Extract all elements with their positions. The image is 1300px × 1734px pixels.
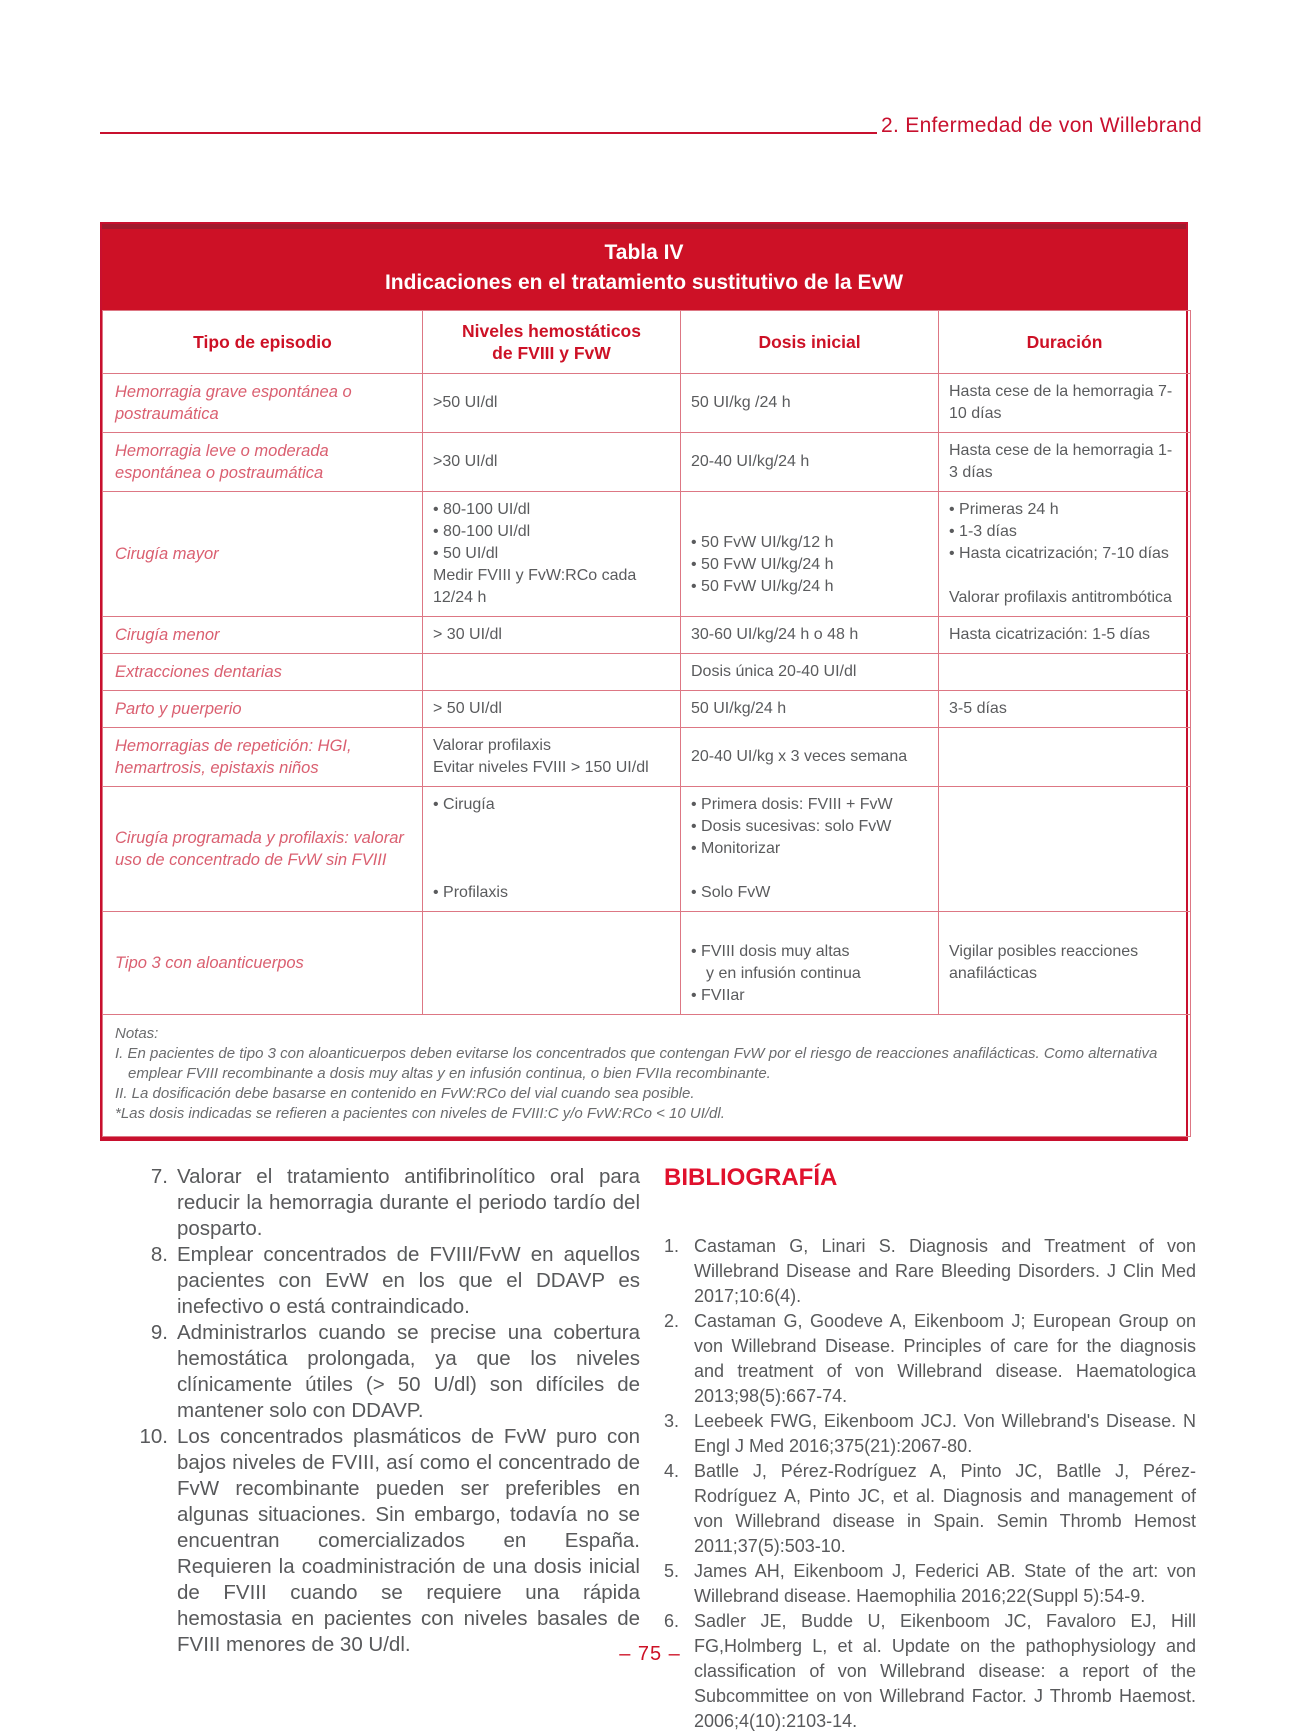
reference-number: 6.: [664, 1611, 680, 1631]
spacer: [691, 510, 928, 532]
episode-cell: Hemorragia grave espontánea o postraumática: [103, 374, 423, 433]
duracion-cell: [939, 787, 1191, 912]
dosis-cell: [681, 728, 939, 787]
recommendation-item: [134, 1424, 640, 1658]
bibliography-item: [664, 1559, 1196, 1609]
episode-cell: Parto y puerperio: [103, 691, 423, 728]
spacer: [949, 565, 1180, 587]
niveles-cell: [423, 654, 681, 691]
table-row: [103, 374, 1191, 433]
note-line: II. La dosificación debe basarse en contenido en FvW:RCo del vial cuando sea posible.: [115, 1085, 695, 1102]
item-text: Administrarlos cuando se precise una cobertura hemostática prolongada, ya que los niveles clínicamente útiles (> 50 U/dl) son difíciles de mantener solo con DDAVP.: [177, 1321, 640, 1422]
cell-line: Evitar niveles FVIII > 150 UI/dl: [433, 759, 649, 776]
bibliography-item: [664, 1309, 1196, 1409]
indications-table: [102, 310, 1191, 1137]
page-footer: [100, 1643, 1200, 1666]
dosis-cell: [681, 691, 939, 728]
column-header: [939, 311, 1191, 374]
cell-line: • Profilaxis: [433, 882, 670, 904]
episode-cell: Cirugía programada y profilaxis: valorar uso de concentrado de FvW sin FVIII: [103, 787, 423, 912]
duracion-cell: [939, 912, 1191, 1015]
cell-line: 20-40 UI/kg x 3 veces semana: [691, 748, 908, 765]
dosis-cell: [681, 787, 939, 912]
cell-line: Hasta cese de la hemorragia 7-10 días: [949, 383, 1173, 422]
table-title-line1: Tabla IV: [604, 241, 684, 264]
cell-line: >50 UI/dl: [433, 394, 498, 411]
cell-line: Hasta cicatrización: 1-5 días: [949, 626, 1150, 643]
episode-cell: Hemorragia leve o moderada espontánea o postraumática: [103, 433, 423, 492]
table-row: [103, 691, 1191, 728]
reference-number: 2.: [664, 1311, 680, 1331]
cell-line: >30 UI/dl: [433, 453, 498, 470]
table-row: [103, 728, 1191, 787]
table-notes: [103, 1015, 1191, 1137]
bibliography-title: BIBLIOGRAFÍA: [664, 1164, 838, 1191]
recommendation-item: [134, 1320, 640, 1424]
niveles-cell: [423, 492, 681, 617]
niveles-cell: [423, 374, 681, 433]
item-text: Los concentrados plasmáticos de FvW puro con bajos niveles de FVIII, así como el concentrado de FvW recombinante pueden ser preferibles en algunas situaciones. Sin embargo, todavía no se encuentran comercializados en España. Requieren la coadministración de una dosis inicial de FVIII cuando se requiere una rápida hemostasia en pacientes con niveles basales de FVIII menores de 30 U/dl.: [177, 1425, 640, 1656]
dosis-cell: [681, 433, 939, 492]
column-header: [103, 311, 423, 374]
chapter-title: 2. Enfermedad de von Willebrand: [881, 114, 1202, 137]
reference-text: James AH, Eikenboom J, Federici AB. State of the art: von Willebrand disease. Haemophilia 2016;22(Suppl 5):54-9.: [694, 1561, 1196, 1606]
niveles-cell: [423, 912, 681, 1015]
cell-line: Valorar profilaxis antitrombótica: [949, 589, 1172, 606]
reference-number: 4.: [664, 1461, 680, 1481]
reference-number: 1.: [664, 1236, 680, 1256]
column-header-line: de FVIII y FvW: [492, 343, 611, 363]
cell-line: • 50 FvW UI/kg/24 h: [691, 576, 928, 598]
item-number: 7.: [150, 1165, 168, 1188]
table-title-line2: Indicaciones en el tratamiento sustitutivo de la EvW: [384, 271, 904, 294]
reference-text: Castaman G, Goodeve A, Eikenboom J; European Group on von Willebrand Disease. Principles of care for the diagnosis and treatment of von Willebrand disease. Haematologica 2013;98(5):667-74.: [694, 1311, 1196, 1406]
column-header-line: Niveles hemostáticos: [462, 321, 641, 341]
cell-line: • 80-100 UI/dl: [433, 499, 670, 521]
bibliography-item: [664, 1409, 1196, 1459]
duracion-cell: [939, 728, 1191, 787]
cell-line: • FVIII dosis muy altas: [691, 941, 928, 963]
cell-line: 50 UI/kg/24 h: [691, 700, 787, 717]
cell-line: • 80-100 UI/dl: [433, 521, 670, 543]
header-rule: [100, 132, 877, 134]
reference-text: Leebeek FWG, Eikenboom JCJ. Von Willebrand's Disease. N Engl J Med 2016;375(21):2067-80.: [694, 1411, 1196, 1456]
table-header-row: [103, 311, 1191, 374]
duracion-cell: [939, 691, 1191, 728]
episode-cell: Hemorragias de repetición: HGI, hemartrosis, epistaxis niños: [103, 728, 423, 787]
table-title-bar: [102, 224, 1186, 310]
item-text: Valorar el tratamiento antifibrinolítico oral para reducir la hemorragia durante el periodo tardío del posparto.: [177, 1165, 640, 1240]
duracion-cell: [939, 654, 1191, 691]
niveles-cell: [423, 617, 681, 654]
niveles-cell: [423, 728, 681, 787]
table-row: [103, 654, 1191, 691]
item-number: 10.: [139, 1425, 168, 1448]
cell-line: 12/24 h: [433, 589, 487, 606]
duracion-cell: [939, 492, 1191, 617]
cell-line: • 50 FvW UI/kg/24 h: [691, 554, 928, 576]
cell-line: • 50 UI/dl: [433, 543, 670, 565]
bibliography-item: [664, 1609, 1196, 1734]
table-iv: [100, 222, 1188, 1141]
recommendation-item: [134, 1242, 640, 1320]
cell-line: • FVIIar: [691, 985, 928, 1007]
spacer: [691, 860, 928, 882]
column-header-line: Dosis inicial: [758, 332, 861, 352]
item-number: 9.: [150, 1321, 168, 1344]
reference-text: Batlle J, Pérez-Rodríguez A, Pinto JC, Batlle J, Pérez-Rodríguez A, Pinto JC, et al. Diagnosis and management of von Willebrand disease in Spain. Semin Thromb Hemost 2011;37(5):503-10.: [694, 1461, 1196, 1556]
page-number: – 75 –: [619, 1643, 681, 1665]
cell-line: • 50 FvW UI/kg/12 h: [691, 532, 928, 554]
duracion-cell: [939, 433, 1191, 492]
dosis-cell: [681, 492, 939, 617]
table-row: [103, 492, 1191, 617]
cell-line: • 1-3 días: [949, 521, 1180, 543]
reference-number: 5.: [664, 1561, 680, 1581]
cell-line: • Primera dosis: FVIII + FvW: [691, 794, 928, 816]
cell-line: 50 UI/kg /24 h: [691, 394, 791, 411]
dosis-cell: [681, 617, 939, 654]
table-row: [103, 617, 1191, 654]
table-row: [103, 912, 1191, 1015]
item-text: Emplear concentrados de FVIII/FvW en aquellos pacientes con EvW en los que el DDAVP es inefectivo o está contraindicado.: [177, 1243, 640, 1318]
cell-line: Dosis única 20-40 UI/dl: [691, 663, 857, 680]
spacer: [433, 860, 670, 882]
cell-line: 20-40 UI/kg/24 h: [691, 453, 810, 470]
bibliography-item: [664, 1459, 1196, 1559]
item-number: 8.: [150, 1243, 168, 1266]
note-line: I. En pacientes de tipo 3 con aloanticuerpos deben evitarse los concentrados que contengan FvW por el riesgo de reacciones anafilácticas. Como alternativa emplear FVIII recombinante a dosis muy altas y en infusión continua, o bien FVIIa recombinante.: [115, 1045, 1158, 1082]
cell-line: • Hasta cicatrización; 7-10 días: [949, 543, 1180, 565]
cell-line: Hasta cese de la hemorragia 1-3 días: [949, 442, 1173, 481]
spacer: [433, 838, 670, 860]
cell-line: Vigilar posibles reacciones anafilácticas: [949, 943, 1139, 982]
reference-number: 3.: [664, 1411, 680, 1431]
episode-cell: Extracciones dentarias: [103, 654, 423, 691]
column-header: [423, 311, 681, 374]
cell-line: 30-60 UI/kg/24 h o 48 h: [691, 626, 859, 643]
episode-cell: Tipo 3 con aloanticuerpos: [103, 912, 423, 1015]
episode-cell: Cirugía mayor: [103, 492, 423, 617]
dosis-cell: [681, 912, 939, 1015]
niveles-cell: [423, 691, 681, 728]
cell-line: • Solo FvW: [691, 882, 928, 904]
cell-line: > 30 UI/dl: [433, 626, 502, 643]
bibliography-item: [664, 1234, 1196, 1309]
column-header: [681, 311, 939, 374]
cell-line: 3-5 días: [949, 700, 1007, 717]
dosis-cell: [681, 654, 939, 691]
page-header: [100, 102, 1202, 138]
recommendation-item: [134, 1164, 640, 1242]
table-row: [103, 433, 1191, 492]
cell-line: • Dosis sucesivas: solo FvW: [691, 816, 928, 838]
column-header-line: Duración: [1026, 332, 1103, 352]
table-body: [103, 374, 1191, 1137]
reference-text: Castaman G, Linari S. Diagnosis and Treatment of von Willebrand Disease and Rare Bleeding Disorders. J Clin Med 2017;10:6(4).: [694, 1236, 1196, 1306]
cell-line: • Monitorizar: [691, 838, 928, 860]
recommendations-list: [134, 1164, 640, 1658]
table-notes-row: [103, 1015, 1191, 1137]
cell-line: y en infusión continua: [706, 965, 861, 982]
spacer: [433, 816, 670, 838]
cell-line: • Cirugía: [433, 794, 670, 816]
niveles-cell: [423, 433, 681, 492]
table-row: [103, 787, 1191, 912]
episode-cell: Cirugía menor: [103, 617, 423, 654]
spacer: [691, 919, 928, 941]
duracion-cell: [939, 617, 1191, 654]
duracion-cell: [939, 374, 1191, 433]
note-line: *Las dosis indicadas se refieren a pacientes con niveles de FVIII:C y/o FvW:RCo < 10 UI/dl.: [115, 1105, 725, 1122]
dosis-cell: [681, 374, 939, 433]
cell-line: Valorar profilaxis: [433, 737, 551, 754]
niveles-cell: [423, 787, 681, 912]
cell-line: Medir FVIII y FvW:RCo cada: [433, 567, 637, 584]
column-header-line: Tipo de episodio: [193, 332, 332, 352]
cell-line: • Primeras 24 h: [949, 499, 1180, 521]
cell-line: > 50 UI/dl: [433, 700, 502, 717]
notes-label: Notas:: [115, 1025, 159, 1042]
reference-text: Sadler JE, Budde U, Eikenboom JC, Favaloro EJ, Hill FG,Holmberg L, et al. Update on the pathophysiology and classification of von Willebrand disease: a report of the Subcommittee on von Willebrand Factor. J Thromb Haemost. 2006;4(10):2103-14.: [694, 1611, 1196, 1731]
